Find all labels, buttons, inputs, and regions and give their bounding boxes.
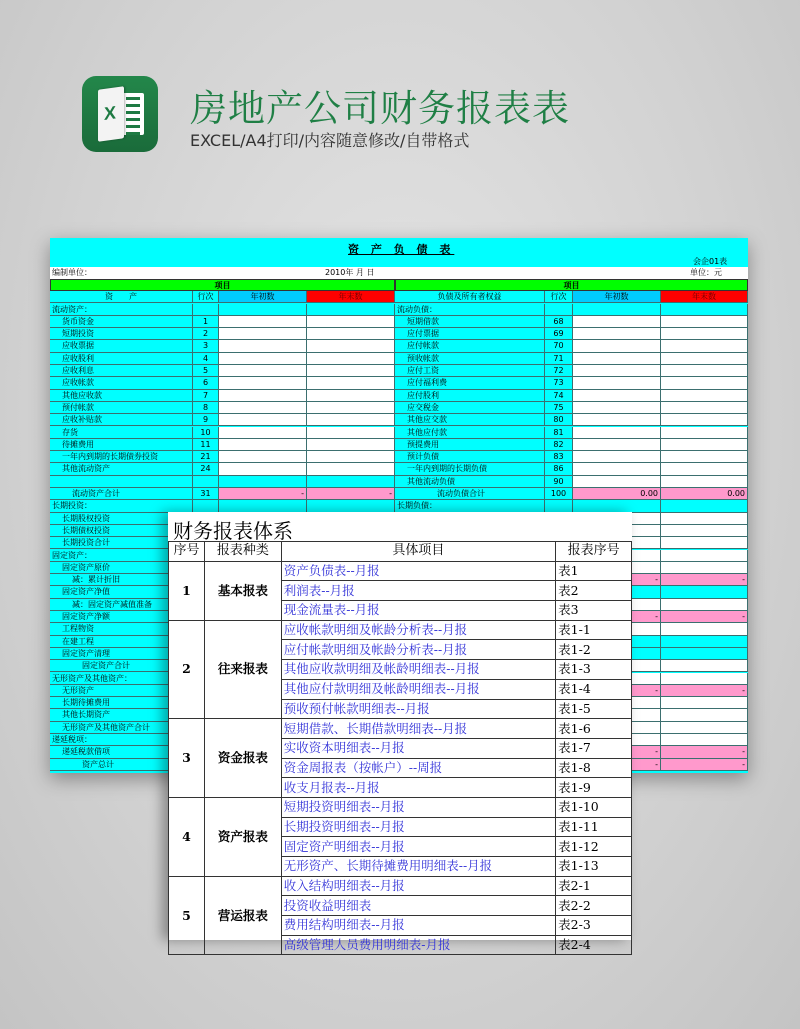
report-number: 表1-1 xyxy=(556,620,632,640)
liability-end-value[interactable]: - xyxy=(661,611,748,623)
asset-row-label: 固定资产原价 xyxy=(50,562,193,574)
asset-row-number: 2 xyxy=(193,328,219,340)
asset-row-label: 递延税款借项 xyxy=(50,746,193,758)
liability-begin-value[interactable] xyxy=(573,476,661,488)
asset-row-number: 21 xyxy=(193,451,219,463)
liability-begin-value[interactable]: - xyxy=(573,685,661,697)
liability-row-number: 86 xyxy=(545,463,573,475)
asset-row-label: 长期股权投资 xyxy=(50,513,193,525)
asset-row-label: 短期投资 xyxy=(50,328,193,340)
liability-end-value[interactable] xyxy=(661,365,748,377)
asset-begin-value[interactable] xyxy=(219,328,307,340)
asset-row-label: 在建工程 xyxy=(50,636,193,648)
report-link[interactable]: 应收帐款明细及帐龄分析表--月报 xyxy=(281,620,555,640)
asset-row-label: 应收票据 xyxy=(50,340,193,352)
asset-end-value[interactable] xyxy=(307,427,395,439)
report-number: 表1-7 xyxy=(556,738,632,758)
group-type: 基本报表 xyxy=(204,561,281,620)
group-type: 资金报表 xyxy=(204,719,281,798)
liability-end-value[interactable] xyxy=(661,562,748,574)
asset-row-label: 减：固定资产减值准备 xyxy=(50,599,193,611)
asset-row-label: 无形资产 xyxy=(50,685,193,697)
report-date: 2010年 月 日 xyxy=(325,268,375,277)
report-number: 表1-13 xyxy=(556,857,632,877)
asset-row-label: 固定资产： xyxy=(50,550,193,562)
column-header-end: 年末数 xyxy=(307,291,395,303)
asset-begin-value[interactable] xyxy=(219,353,307,365)
liability-row-label: 短期借款 xyxy=(395,316,545,328)
liability-begin-value[interactable] xyxy=(573,414,661,426)
report-number: 表1-5 xyxy=(556,699,632,719)
liability-row-number: 75 xyxy=(545,402,573,414)
liability-end-value[interactable] xyxy=(661,414,748,426)
asset-end-value[interactable] xyxy=(307,377,395,389)
asset-row-label: 无形资产及其他资产： xyxy=(50,673,193,685)
report-link[interactable]: 应付帐款明细及帐龄分析表--月报 xyxy=(281,640,555,660)
column-header-begin: 年初数 xyxy=(573,291,661,303)
liability-end-value[interactable] xyxy=(661,304,748,316)
asset-row-number xyxy=(193,500,219,512)
liability-begin-value[interactable] xyxy=(573,365,661,377)
asset-end-value[interactable] xyxy=(307,353,395,365)
asset-end-value[interactable] xyxy=(307,476,395,488)
report-link[interactable]: 其他应收款明细及帐龄明细表--月报 xyxy=(281,660,555,680)
report-link[interactable]: 短期借款、长期借款明细表--月报 xyxy=(281,719,555,739)
liability-end-value[interactable] xyxy=(661,623,748,635)
report-number: 表2-2 xyxy=(556,896,632,916)
liability-begin-value[interactable] xyxy=(573,353,661,365)
asset-row-label: 长期投资： xyxy=(50,500,193,512)
liability-end-value[interactable]: - xyxy=(661,685,748,697)
asset-end-value[interactable] xyxy=(307,451,395,463)
header-item: 具体项目 xyxy=(281,542,555,562)
liability-end-value[interactable] xyxy=(661,586,748,598)
form-number: 会企01表 xyxy=(693,257,728,266)
column-header-row: 行次 xyxy=(545,291,573,303)
asset-end-value[interactable] xyxy=(307,390,395,402)
asset-begin-value[interactable] xyxy=(219,316,307,328)
liability-begin-value[interactable] xyxy=(573,402,661,414)
liability-row-label: 应付工资 xyxy=(395,365,545,377)
liability-end-value[interactable] xyxy=(661,500,748,512)
liability-row-number xyxy=(545,500,573,512)
report-link[interactable]: 实收资本明细表--月报 xyxy=(281,738,555,758)
report-number: 表2-1 xyxy=(556,876,632,896)
page-subtitle: EXCEL/A4打印/内容随意修改/自带格式 xyxy=(190,131,470,150)
asset-begin-value[interactable] xyxy=(219,402,307,414)
liability-begin-value[interactable]: - xyxy=(573,574,661,586)
liability-begin-value[interactable]: 0.00 xyxy=(573,488,661,500)
liability-end-value[interactable] xyxy=(661,513,748,525)
liability-end-value[interactable] xyxy=(661,660,748,672)
report-number: 表3 xyxy=(556,601,632,621)
asset-row-number: 24 xyxy=(193,463,219,475)
liability-end-value[interactable]: - xyxy=(661,574,748,586)
liability-row-number: 100 xyxy=(545,488,573,500)
liability-row-number: 90 xyxy=(545,476,573,488)
liability-begin-value[interactable] xyxy=(573,439,661,451)
asset-row-label: 应收补贴款 xyxy=(50,414,193,426)
liability-end-value[interactable] xyxy=(661,377,748,389)
liability-row-label: 应付股利 xyxy=(395,390,545,402)
asset-end-value[interactable] xyxy=(307,328,395,340)
asset-begin-value[interactable] xyxy=(219,304,307,316)
report-link[interactable]: 长期投资明细表--月报 xyxy=(281,817,555,837)
header-type: 报表种类 xyxy=(204,542,281,562)
report-number: 表2-3 xyxy=(556,916,632,936)
asset-end-value[interactable] xyxy=(307,402,395,414)
asset-row-number: 7 xyxy=(193,390,219,402)
asset-row-number xyxy=(193,476,219,488)
report-row xyxy=(169,876,632,896)
liability-row-label: 应付票据 xyxy=(395,328,545,340)
liability-begin-value[interactable] xyxy=(573,500,661,512)
group-number: 3 xyxy=(169,719,205,798)
liability-end-value[interactable] xyxy=(661,390,748,402)
report-link[interactable]: 利润表--月报 xyxy=(281,581,555,601)
asset-row-number: 10 xyxy=(193,427,219,439)
liability-end-value[interactable] xyxy=(661,673,748,685)
asset-begin-value[interactable] xyxy=(219,340,307,352)
asset-row-label: 预付帐款 xyxy=(50,402,193,414)
report-link[interactable]: 现金流量表--月报 xyxy=(281,601,555,621)
report-number: 表1 xyxy=(556,561,632,581)
liability-end-value[interactable] xyxy=(661,463,748,475)
liability-end-value[interactable] xyxy=(661,427,748,439)
asset-row-label: 存货 xyxy=(50,427,193,439)
excel-logo-icon: X xyxy=(82,76,158,152)
report-row xyxy=(169,561,632,581)
asset-begin-value[interactable] xyxy=(219,439,307,451)
liability-end-value[interactable] xyxy=(661,550,748,562)
asset-row-label: 长期待摊费用 xyxy=(50,697,193,709)
liability-row-label: 预计负债 xyxy=(395,451,545,463)
liability-end-value[interactable] xyxy=(661,697,748,709)
asset-begin-value[interactable] xyxy=(219,390,307,402)
liability-end-value[interactable] xyxy=(661,648,748,660)
item-header-right: 项目 xyxy=(395,279,748,291)
liability-end-value[interactable] xyxy=(661,709,748,721)
report-number: 表1-8 xyxy=(556,758,632,778)
liability-begin-value[interactable] xyxy=(573,390,661,402)
liability-end-value[interactable] xyxy=(661,476,748,488)
liability-row-label: 预收帐款 xyxy=(395,353,545,365)
liability-row-label: 应付福利费 xyxy=(395,377,545,389)
asset-row-label: 流动资产： xyxy=(50,304,193,316)
liability-end-value[interactable] xyxy=(661,328,748,340)
report-row xyxy=(169,797,632,817)
asset-begin-value[interactable] xyxy=(219,365,307,377)
liability-begin-value[interactable] xyxy=(573,377,661,389)
asset-row-label: 其他长期资产 xyxy=(50,709,193,721)
page-title: 房地产公司财务报表表 xyxy=(190,87,570,130)
report-number: 表1-3 xyxy=(556,660,632,680)
report-link[interactable]: 收入结构明细表--月报 xyxy=(281,876,555,896)
asset-row-label: 待摊费用 xyxy=(50,439,193,451)
asset-row-number: 6 xyxy=(193,377,219,389)
asset-row-number: 1 xyxy=(193,316,219,328)
liability-row-number xyxy=(545,304,573,316)
liability-row-label: 流动负债： xyxy=(395,304,545,316)
asset-end-value[interactable] xyxy=(307,439,395,451)
liability-end-value[interactable] xyxy=(661,316,748,328)
liability-begin-value[interactable] xyxy=(573,328,661,340)
asset-row-number: 3 xyxy=(193,340,219,352)
asset-begin-value[interactable] xyxy=(219,500,307,512)
liability-end-value[interactable]: 0.00 xyxy=(661,488,748,500)
report-link[interactable]: 资产负债表--月报 xyxy=(281,561,555,581)
liability-end-value[interactable] xyxy=(661,340,748,352)
sheet-title: 资 产 负 债 表 xyxy=(348,243,455,256)
report-number: 表1-10 xyxy=(556,797,632,817)
liability-begin-value[interactable]: - xyxy=(573,759,661,771)
report-row xyxy=(169,620,632,640)
asset-begin-value[interactable] xyxy=(219,377,307,389)
asset-row-label: 长期投资合计 xyxy=(50,537,193,549)
report-link[interactable]: 固定资产明细表--月报 xyxy=(281,837,555,857)
report-link[interactable]: 费用结构明细表--月报 xyxy=(281,916,555,936)
liability-row-number: 73 xyxy=(545,377,573,389)
liability-end-value[interactable] xyxy=(661,599,748,611)
asset-row-label: 减：累计折旧 xyxy=(50,574,193,586)
report-link[interactable]: 无形资产、长期待摊费用明细表--月报 xyxy=(281,857,555,877)
liability-row-number: 68 xyxy=(545,316,573,328)
report-row xyxy=(169,719,632,739)
currency-unit: 单位：元 xyxy=(690,268,722,277)
asset-end-value[interactable] xyxy=(307,340,395,352)
asset-row-label: 货币资金 xyxy=(50,316,193,328)
asset-row-number: 5 xyxy=(193,365,219,377)
asset-row-label: 固定资产清理 xyxy=(50,648,193,660)
liability-row-label: 一年内到期的长期负债 xyxy=(395,463,545,475)
liability-end-value[interactable] xyxy=(661,402,748,414)
asset-row-label: 资产总计 xyxy=(50,759,193,771)
liability-row-number: 81 xyxy=(545,427,573,439)
liability-end-value[interactable] xyxy=(661,734,748,746)
liability-begin-value[interactable]: - xyxy=(573,611,661,623)
asset-begin-value[interactable] xyxy=(219,451,307,463)
liability-end-value[interactable] xyxy=(661,525,748,537)
asset-row-label: 无形资产及其他资产合计 xyxy=(50,722,193,734)
liability-begin-value[interactable]: - xyxy=(573,746,661,758)
header-seq: 序号 xyxy=(169,542,205,562)
report-link[interactable]: 收支月报表--月报 xyxy=(281,778,555,798)
asset-row-label: 固定资产合计 xyxy=(50,660,193,672)
asset-end-value[interactable] xyxy=(307,304,395,316)
liability-begin-value[interactable] xyxy=(573,451,661,463)
report-link[interactable]: 资金周报表（按帐户）--周报 xyxy=(281,758,555,778)
group-number: 5 xyxy=(169,876,205,955)
asset-row-label: 长期债权投资 xyxy=(50,525,193,537)
liability-row-label: 应付帐款 xyxy=(395,340,545,352)
asset-end-value[interactable] xyxy=(307,316,395,328)
liability-row-number: 69 xyxy=(545,328,573,340)
report-link[interactable]: 高级管理人员费用明细表-月报 xyxy=(281,935,555,955)
group-number: 4 xyxy=(169,797,205,876)
header-report-no: 报表序号 xyxy=(556,542,632,562)
column-header-asset: 资 产 xyxy=(50,291,193,303)
asset-end-value[interactable] xyxy=(307,365,395,377)
report-number: 表1-9 xyxy=(556,778,632,798)
report-number: 表1-11 xyxy=(556,817,632,837)
asset-row-label: 固定资产净值 xyxy=(50,586,193,598)
report-number: 表1-6 xyxy=(556,719,632,739)
asset-row-label: 一年内到期的长期债券投资 xyxy=(50,451,193,463)
liability-row-number: 83 xyxy=(545,451,573,463)
report-number: 表2 xyxy=(556,581,632,601)
liability-end-value[interactable] xyxy=(661,537,748,549)
asset-row-label: 应收利息 xyxy=(50,365,193,377)
report-number: 表1-12 xyxy=(556,837,632,857)
report-number: 表2-4 xyxy=(556,935,632,955)
report-link[interactable]: 预收预付帐款明细表--月报 xyxy=(281,699,555,719)
liability-end-value[interactable] xyxy=(661,353,748,365)
report-link[interactable]: 短期投资明细表--月报 xyxy=(281,797,555,817)
report-link[interactable]: 其他应付款明细及帐龄明细表--月报 xyxy=(281,679,555,699)
liability-begin-value[interactable] xyxy=(573,427,661,439)
report-link[interactable]: 投资收益明细表 xyxy=(281,896,555,916)
item-header-left: 项目 xyxy=(50,279,395,291)
asset-end-value[interactable] xyxy=(307,500,395,512)
liability-row-label: 其他应交款 xyxy=(395,414,545,426)
unit-label: 编制单位： xyxy=(52,268,92,277)
report-number: 表1-4 xyxy=(556,679,632,699)
liability-begin-value[interactable] xyxy=(573,316,661,328)
liability-begin-value[interactable] xyxy=(573,304,661,316)
asset-begin-value[interactable] xyxy=(219,427,307,439)
group-number: 2 xyxy=(169,620,205,718)
liability-row-number: 74 xyxy=(545,390,573,402)
asset-row-label: 应收帐款 xyxy=(50,377,193,389)
asset-begin-value[interactable] xyxy=(219,463,307,475)
asset-row-label xyxy=(50,476,193,488)
report-system-panel xyxy=(168,512,632,953)
liability-end-value[interactable] xyxy=(661,451,748,463)
liability-row-number: 80 xyxy=(545,414,573,426)
report-system-table xyxy=(168,541,632,955)
asset-row-number: 31 xyxy=(193,488,219,500)
asset-row-label: 其他流动资产 xyxy=(50,463,193,475)
asset-row-label: 递延税项： xyxy=(50,734,193,746)
liability-end-value[interactable] xyxy=(661,439,748,451)
column-header-row: 行次 xyxy=(193,291,219,303)
asset-row-label: 其他应收款 xyxy=(50,390,193,402)
asset-row-label: 流动资产合计 xyxy=(50,488,193,500)
report-system-title: 财务报表体系 xyxy=(173,519,293,543)
liability-row-label: 其他流动负债 xyxy=(395,476,545,488)
group-type: 资产报表 xyxy=(204,797,281,876)
liability-row-label: 流动负债合计 xyxy=(395,488,545,500)
column-header-end: 年末数 xyxy=(661,291,748,303)
asset-row-number: 9 xyxy=(193,414,219,426)
asset-row-label: 固定资产净额 xyxy=(50,611,193,623)
liability-row-number: 70 xyxy=(545,340,573,352)
asset-row-label: 工程物资 xyxy=(50,623,193,635)
liability-begin-value[interactable] xyxy=(573,463,661,475)
group-number: 1 xyxy=(169,561,205,620)
column-header-liab: 负债及所有者权益 xyxy=(395,291,545,303)
asset-row-number xyxy=(193,304,219,316)
liability-end-value[interactable]: - xyxy=(661,759,748,771)
asset-begin-value[interactable] xyxy=(219,414,307,426)
column-header-begin: 年初数 xyxy=(219,291,307,303)
asset-row-number: 4 xyxy=(193,353,219,365)
liability-end-value[interactable] xyxy=(661,636,748,648)
unit-row xyxy=(50,267,748,279)
asset-end-value[interactable]: - xyxy=(307,488,395,500)
asset-row-number: 11 xyxy=(193,439,219,451)
asset-end-value[interactable] xyxy=(307,463,395,475)
liability-row-label: 其他应付款 xyxy=(395,427,545,439)
asset-row-label: 应收股利 xyxy=(50,353,193,365)
asset-begin-value[interactable] xyxy=(219,476,307,488)
liability-row-label: 预提费用 xyxy=(395,439,545,451)
group-type: 往来报表 xyxy=(204,620,281,718)
group-type: 营运报表 xyxy=(204,876,281,955)
asset-begin-value[interactable]: - xyxy=(219,488,307,500)
asset-end-value[interactable] xyxy=(307,414,395,426)
liability-end-value[interactable] xyxy=(661,722,748,734)
liability-row-number: 82 xyxy=(545,439,573,451)
liability-row-label: 长期负债： xyxy=(395,500,545,512)
liability-row-number: 72 xyxy=(545,365,573,377)
liability-row-label: 应交税金 xyxy=(395,402,545,414)
report-number: 表1-2 xyxy=(556,640,632,660)
liability-begin-value[interactable] xyxy=(573,340,661,352)
asset-row-number: 8 xyxy=(193,402,219,414)
liability-end-value[interactable]: - xyxy=(661,746,748,758)
liability-row-number: 71 xyxy=(545,353,573,365)
